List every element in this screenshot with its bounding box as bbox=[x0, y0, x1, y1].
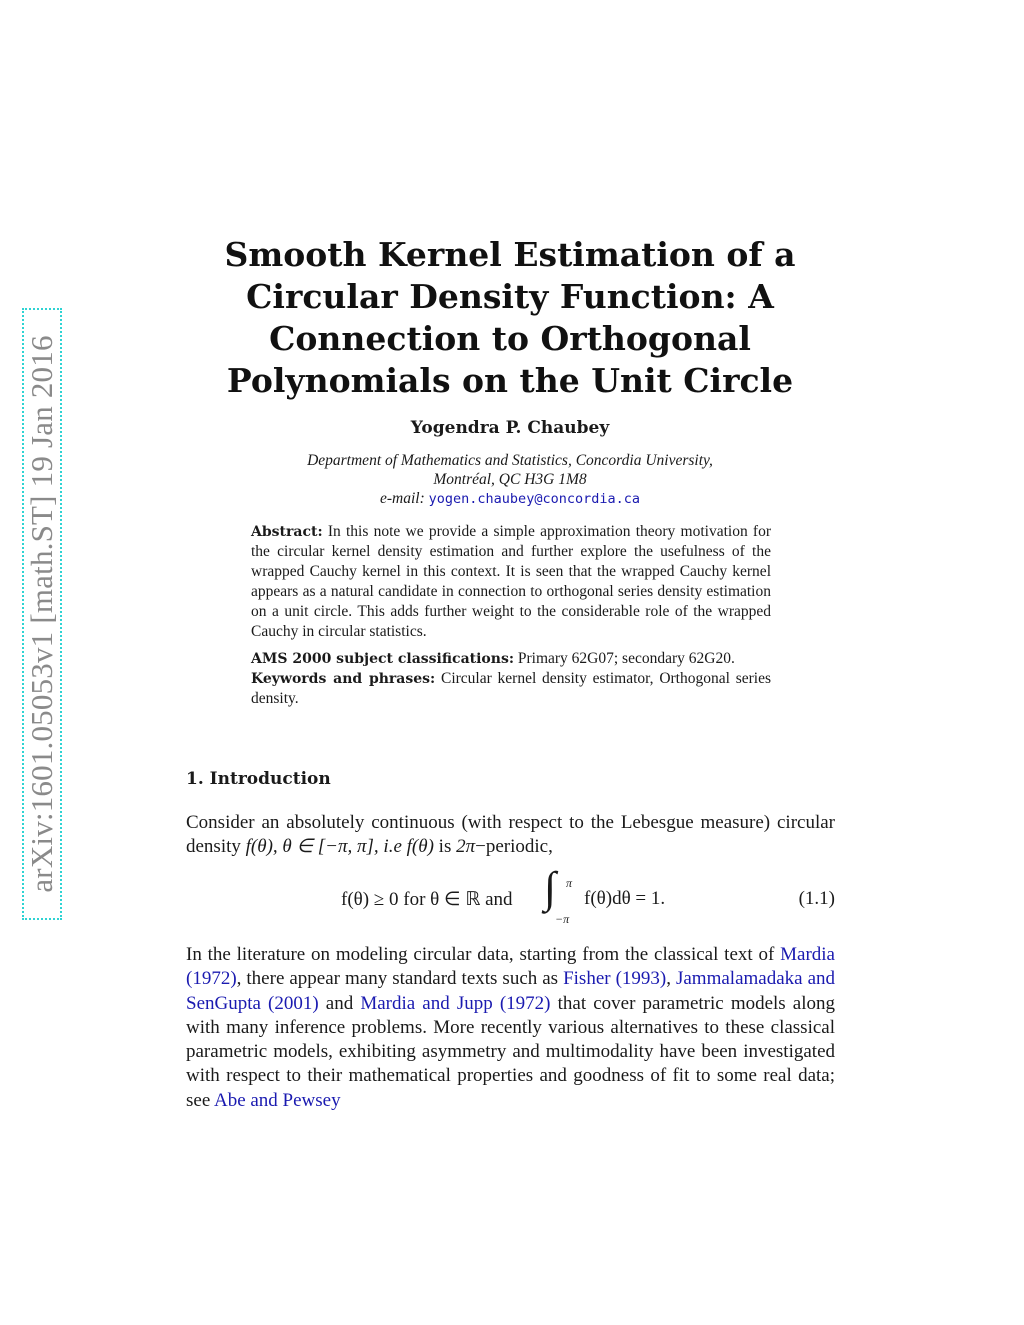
citation-mardia-year[interactable]: (1972) bbox=[186, 968, 237, 990]
keywords-label: Keywords and phrases: bbox=[251, 671, 436, 687]
citation-fisher[interactable]: Fisher bbox=[563, 968, 611, 990]
para1-text-1: Consider an absolutely continuous (with respect to the Lebesgue measure) circular density bbox=[186, 812, 835, 858]
para2-text-1: In the literature on modeling circular data, starting from the classical text of bbox=[186, 944, 781, 965]
para2-text-3: , bbox=[666, 968, 676, 990]
affiliation-line-2: Montréal, QC H3G 1M8 bbox=[433, 471, 587, 488]
para2-text-2: , there appear many standard texts such as bbox=[236, 968, 564, 990]
intro-paragraph-2 bbox=[186, 943, 835, 1113]
author-affiliation bbox=[200, 451, 820, 509]
para1-math-1: f(θ), θ ∈ [−π, π], i.e f(θ) bbox=[245, 836, 434, 858]
equation-1-1 bbox=[186, 863, 835, 928]
title-line-1: Smooth Kernel Estimation of a bbox=[224, 235, 796, 274]
citation-jammalamadaka[interactable]: Jammalamadaka and SenGupta bbox=[186, 968, 836, 1014]
paper-title bbox=[200, 234, 820, 402]
affiliation-line-1: Department of Mathematics and Statistics, Concordia University, bbox=[307, 452, 713, 469]
abstract-block bbox=[251, 522, 771, 709]
citation-fisher-year[interactable]: (1993) bbox=[615, 968, 667, 990]
title-line-2: Circular Density Function: A bbox=[246, 277, 774, 316]
abstract-paragraph bbox=[251, 522, 771, 642]
integral-lower-limit: −π bbox=[555, 912, 570, 926]
integral-sign: ∫ bbox=[544, 863, 557, 912]
arxiv-identifier-text: arXiv:1601.05053v1 [math.ST] 19 Jan 2016 bbox=[24, 335, 59, 893]
integral-upper-limit: π bbox=[566, 876, 573, 890]
para2-text-4: and bbox=[318, 992, 361, 1014]
para2-text-5: that cover parametric models along with many inference problems. More recently various alternatives to these classical parametric models, exhibiting asymmetry and multimodality have been investigated with respect to their mathematical properties and goodness of fit to some real data; see bbox=[186, 992, 836, 1111]
para1-text-2: is bbox=[433, 836, 457, 858]
citation-mardia-jupp[interactable]: Mardia and Jupp bbox=[360, 992, 493, 1014]
title-line-3: Connection to Orthogonal bbox=[269, 319, 751, 358]
email-label: e-mail: bbox=[380, 490, 425, 507]
ams-label: AMS 2000 subject classifications: bbox=[251, 651, 514, 667]
citation-abe-pewsey[interactable]: Abe and Pewsey bbox=[213, 1089, 341, 1111]
keywords-text: Circular kernel density estimator, Orthogonal series density. bbox=[251, 670, 771, 707]
citation-mardia-jupp-year[interactable]: (1972) bbox=[499, 992, 551, 1014]
email-line bbox=[200, 489, 820, 509]
ams-text: Primary 62G07; secondary 62G20. bbox=[517, 650, 735, 667]
equation-right: f(θ)dθ = 1. bbox=[584, 888, 666, 909]
author-name: Yogendra P. Chaubey bbox=[410, 418, 610, 438]
keywords bbox=[251, 669, 771, 709]
email-link[interactable]: yogen.chaubey@concordia.ca bbox=[428, 491, 640, 507]
arxiv-identifier-stamp bbox=[22, 308, 62, 920]
equation-left: f(θ) ≥ 0 for θ ∈ ℝ and bbox=[341, 889, 513, 910]
intro-paragraph-1 bbox=[186, 811, 835, 860]
abstract-text: In this note we provide a simple approximation theory motivation for the circular kernel density estimation and further explore the usefulness of the wrapped Cauchy kernel in this context. It is seen that the wrapped Cauchy kernel appears as a natural candidate in connection to orthogonal series density estimation on a unit circle. This adds further weight to the considerable role of the wrapped Cauchy in circular statistics. bbox=[251, 523, 771, 640]
citation-mardia[interactable]: Mardia bbox=[780, 944, 835, 965]
para1-text-3: −periodic, bbox=[475, 836, 553, 858]
citation-jammalamadaka-year[interactable]: (2001) bbox=[268, 992, 319, 1014]
section-heading-introduction: 1. Introduction bbox=[186, 769, 331, 789]
abstract-label: Abstract: bbox=[251, 524, 323, 540]
equation-number: (1.1) bbox=[798, 888, 835, 909]
para1-math-2: 2π bbox=[456, 836, 476, 858]
title-line-4: Polynomials on the Unit Circle bbox=[226, 361, 794, 400]
ams-classification bbox=[251, 649, 771, 669]
